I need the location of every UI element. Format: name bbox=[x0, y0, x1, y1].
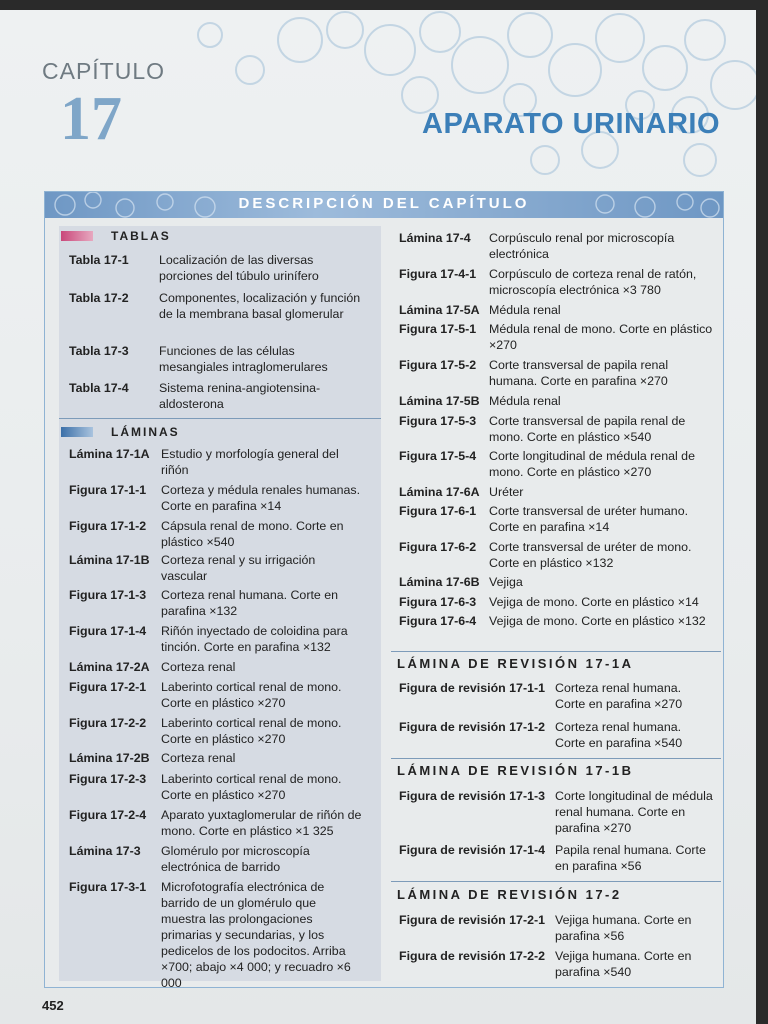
outline-banner-title: DESCRIPCIÓN DEL CAPÍTULO bbox=[238, 195, 530, 212]
chapter-number: 17 bbox=[60, 85, 122, 153]
left-column: TABLAS Tabla 17-1 Localización de las diversas porciones del túbulo urinífero Tabla 17-2 Componentes, localización y función de la membrana basal glomerular Tabla 17-3 Funciones de las células mesangiales intraglomerulares Tabla 17-4 Sistema renina-angiotensina-aldosterona LÁMINAS Lámina 17-1A Estudio y morfología general del riñón Figura 17-1-1 Corteza y médula renales humanas. Corte en parafina ×14 Figura 17-1-2 Cápsula renal de mono. Corte en plástico ×540 Lámina 17-1B Corteza renal y su irrigación vascular Figura 17-1-3 Corteza renal humana. Corte en parafina ×132 Figura 17-1-4 Riñón inyectado de coloidina para tinción. Corte en parafina ×132 Lámina 17-2A Corteza renal Figura 17-2-1 Laberinto cortical renal de mono. Corte en plástico ×270 Figura 17-2-2 Laberinto cortical renal de mono. Corte en plástico ×270 Lámina 17-2B Corteza renal Figura 17-2-3 Laberinto cortical renal de mono. Corte en plástico ×270 Figura 17-2-4 Aparato yuxtaglomerular de riñón de mono. Corte en plástico ×1 325 Lámina 17-3 Glomérulo por microscopía electrónica de barrido Figura 17-3-1 Microfotografía electrónica de barrido de un glomérulo que muestra las prolongaciones primarias y secundarias, y los pedicelos de los podocitos. Arriba ×700; abajo ×4 000; y recuadro ×6 000 bbox=[59, 226, 381, 981]
section-divider bbox=[391, 651, 721, 652]
review-heading-17-1a: LÁMINA DE REVISIÓN 17-1A bbox=[397, 656, 634, 671]
laminas-heading: LÁMINAS bbox=[111, 425, 180, 439]
review-heading-17-1b: LÁMINA DE REVISIÓN 17-1B bbox=[397, 763, 634, 778]
book-page bbox=[0, 10, 756, 1024]
tablas-heading: TABLAS bbox=[111, 229, 171, 243]
chapter-label: CAPÍTULO bbox=[42, 58, 166, 84]
section-divider bbox=[391, 758, 721, 759]
tablas-marker bbox=[61, 231, 93, 241]
section-divider bbox=[59, 418, 381, 419]
chapter-outline-panel: DESCRIPCIÓN DEL CAPÍTULO TABLAS Tabla 17-1 Localización de las diversas porciones del túbulo urinífero Tabla 17-2 Componentes, localización y función de la membrana basal glomerular Tabla 17-3 Funciones de las células mesangiales intraglomerulares Tabla 17-4 Sistema renina-angiotensina-aldosterona LÁMINAS Lámina 17-1A Estudio y morfología general del riñón Figura 17-1-1 Corteza y médula renales humanas. Corte en parafina ×14 Figura 17-1-2 Cápsula renal de mono. Corte en plástico ×540 Lámina 17-1B Corteza renal y su irrigación vascular Figura 17-1-3 Corteza renal humana. Corte en parafina ×132 Figura 17-1-4 Riñón inyectado de coloidina para tinción. Corte en parafina ×132 Lámina 17-2A Corteza renal Figura 17-2-1 Laberinto cortical renal de mono. Corte en plástico ×270 Figura 17-2-2 Laberinto cortical renal de mono. Corte en plástico ×270 Lámina 17-2B Corteza renal Figura 17-2-3 Laberinto cortical renal de mono. Corte en plástico ×270 Figura 17-2-4 Aparato yuxtaglomerular de riñón de mono. Corte en plástico ×1 325 Lámina 17-3 Glomérulo por microscopía electrónica de barrido Figura 17-3-1 Microfotografía electrónica de barrido de un glomérulo que muestra las prolongaciones primarias y secundarias, y los pedicelos de los podocitos. Arriba ×700; abajo ×4 000; y recuadro ×6 000 Lámina 17-4 Corpúsculo renal por microscopía electrónica Figura 17-4-1 Corpúsculo de corteza renal de ratón, microscopía electrónica ×3 780 Lámina 17-5A Médula renal Figura 17-5-1 Médula renal de mono. Corte en plástico ×270 Figura 17-5-2 Corte transversal de papila renal humana. Corte en parafina ×270 Lámina 17-5B Médula renal Figura 17-5-3 Corte transversal de papila renal de mono. Corte en plástico ×540 Figura 17-5-4 Corte longitudinal de médula renal de mono. Corte en plástico ×270 Lámina 17-6A Uréter Figura 17-6-1 Corte transversal de uréter humano. Corte en parafina ×14 Figura 17-6-2 Corte transversal de uréter de mono. Corte en plástico ×132 Lámina 17-6B Vejiga Figura 17-6-3 Vejiga de mono. Corte en plástico ×14 Figura 17-6-4 Vejiga de mono. Corte en plástico ×132 LÁMINA DE REVISIÓN 17-1A Figura de revisión 17-1-1 Corteza renal humana. Corte en parafina ×270 Figura de revisión 17-1-2 Corteza renal humana. Corte en parafina ×540 LÁMINA DE REVISIÓN 17-1B Figura de revisión 17-1-3 Corte longitudinal de médula renal humana. Corte en parafina ×270 Figura de revisión 17-1-4 Papila renal humana. Corte en parafina ×56 LÁMINA DE REVISIÓN 17-2 Figura de revisión 17-2-1 Vejiga humana. Corte en parafina ×56 Figura de revisión 17-2-2 Vejiga humana. Corte en parafina ×540 bbox=[44, 191, 724, 988]
outline-banner bbox=[45, 192, 723, 218]
laminas-marker bbox=[61, 427, 93, 437]
section-divider bbox=[391, 881, 721, 882]
page-number: 452 bbox=[42, 998, 64, 1013]
chapter-title: APARATO URINARIO bbox=[422, 108, 720, 140]
review-heading-17-2: LÁMINA DE REVISIÓN 17-2 bbox=[397, 887, 622, 902]
